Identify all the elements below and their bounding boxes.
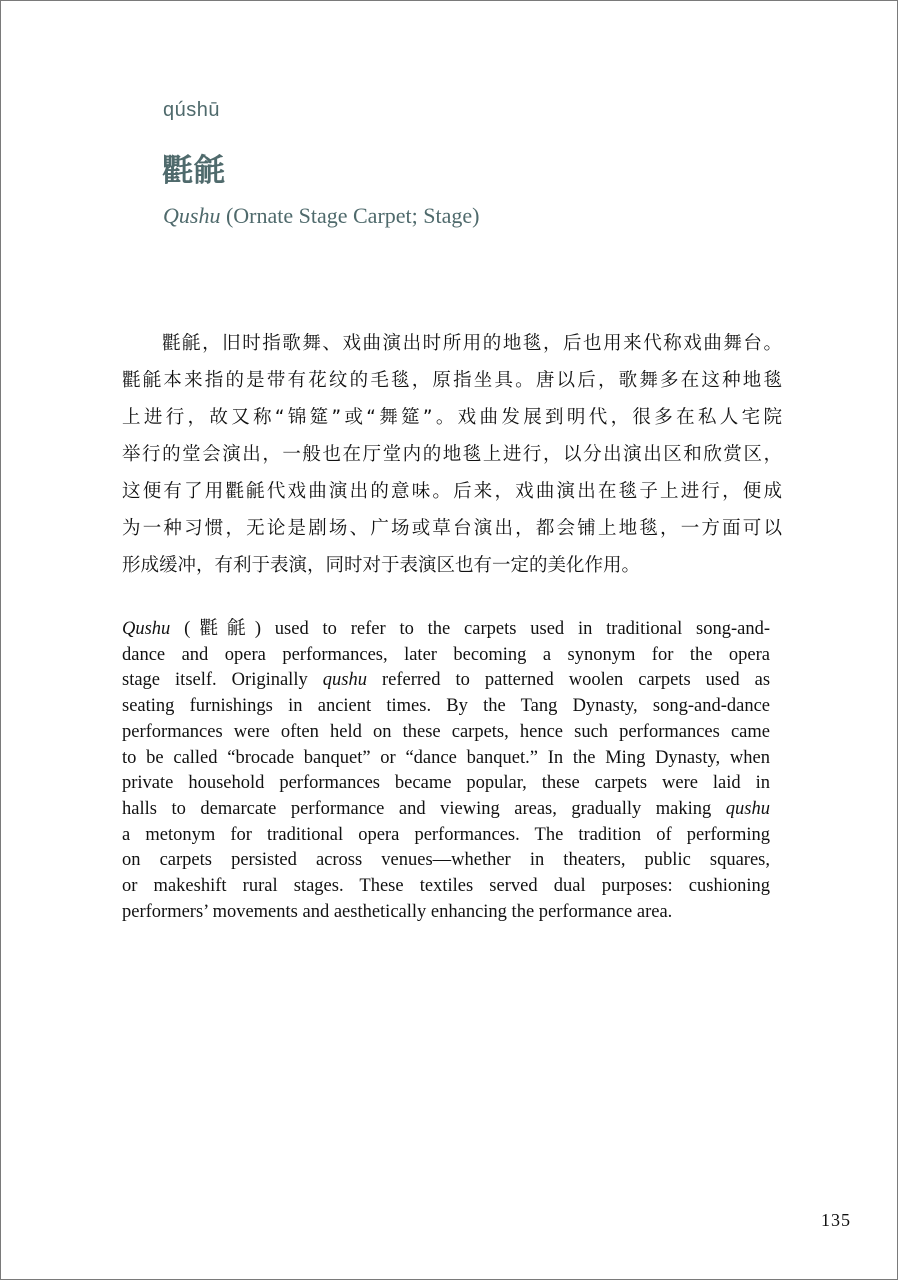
english-italic-term: Qushu <box>122 619 171 639</box>
english-line: private household performances became popular, these carpets were laid in <box>122 773 770 794</box>
chinese-paragraph <box>122 325 782 584</box>
english-line-text: halls to demarcate performance and viewing areas, gradually making <box>122 798 726 819</box>
entry-term-english-gloss: (Ornate Stage Carpet; Stage) <box>220 203 480 228</box>
entry-term-english-italic: Qushu <box>163 203 221 228</box>
english-line: dance and opera performances, later becoming a synonym for the opera <box>122 644 770 665</box>
chinese-line: 形成缓冲，有利于表演，同时对于表演区也有一定的美化作用。 <box>122 555 641 576</box>
chinese-line: 上进行，故又称“锦筵”或“舞筵”。戏曲发展到明代，很多在私人宅院 <box>122 407 782 428</box>
english-line: seating furnishings in ancient times. By the Tang Dynasty, song-and-dance <box>122 696 770 717</box>
english-line: performers’ movements and aesthetically enhancing the performance area. <box>122 901 673 922</box>
english-line <box>122 797 770 823</box>
entry-term-chinese: 氍毹 <box>162 153 226 189</box>
english-line: or makeshift rural stages. These textiles served dual purposes: cushioning <box>122 876 770 897</box>
page-number: 135 <box>821 1210 851 1230</box>
english-line-text: (氍毹) used to refer to the carpets used in traditional song-and- <box>170 619 770 639</box>
english-line: to be called “brocade banquet” or “dance banquet.” In the Ming Dynasty, when <box>122 747 770 768</box>
chinese-line: 为一种习惯，无论是剧场、广场或草台演出，都会铺上地毯，一方面可以 <box>122 518 782 539</box>
entry-term-english <box>163 203 479 229</box>
english-line <box>122 668 770 694</box>
chinese-line: 氍毹，旧时指歌舞、戏曲演出时所用的地毯，后也用来代称戏曲舞台。 <box>162 333 782 354</box>
english-line: performances were often held on these carpets, hence such performances came <box>122 721 770 742</box>
english-line: a metonym for traditional opera performances. The tradition of performing <box>122 824 770 845</box>
english-paragraph <box>122 617 770 925</box>
english-italic-term: qushu <box>322 670 367 691</box>
english-line-text: referred to patterned woolen carpets used as <box>366 670 771 691</box>
english-line <box>122 617 770 643</box>
chinese-line: 举行的堂会演出，一般也在厅堂内的地毯上进行，以分出演出区和欣赏区， <box>122 444 782 465</box>
entry-pinyin: qúshū <box>163 99 220 121</box>
chinese-line: 这便有了用氍毹代戏曲演出的意味。后来，戏曲演出在毯子上进行，便成 <box>122 481 782 502</box>
english-line: on carpets persisted across venues—whether in theaters, public squares, <box>122 850 770 871</box>
english-line-text: stage itself. Originally <box>122 670 323 691</box>
english-italic-term: qushu <box>725 798 770 819</box>
chinese-line: 氍毹本来指的是带有花纹的毛毯，原指坐具。唐以后，歌舞多在这种地毯 <box>122 370 782 391</box>
